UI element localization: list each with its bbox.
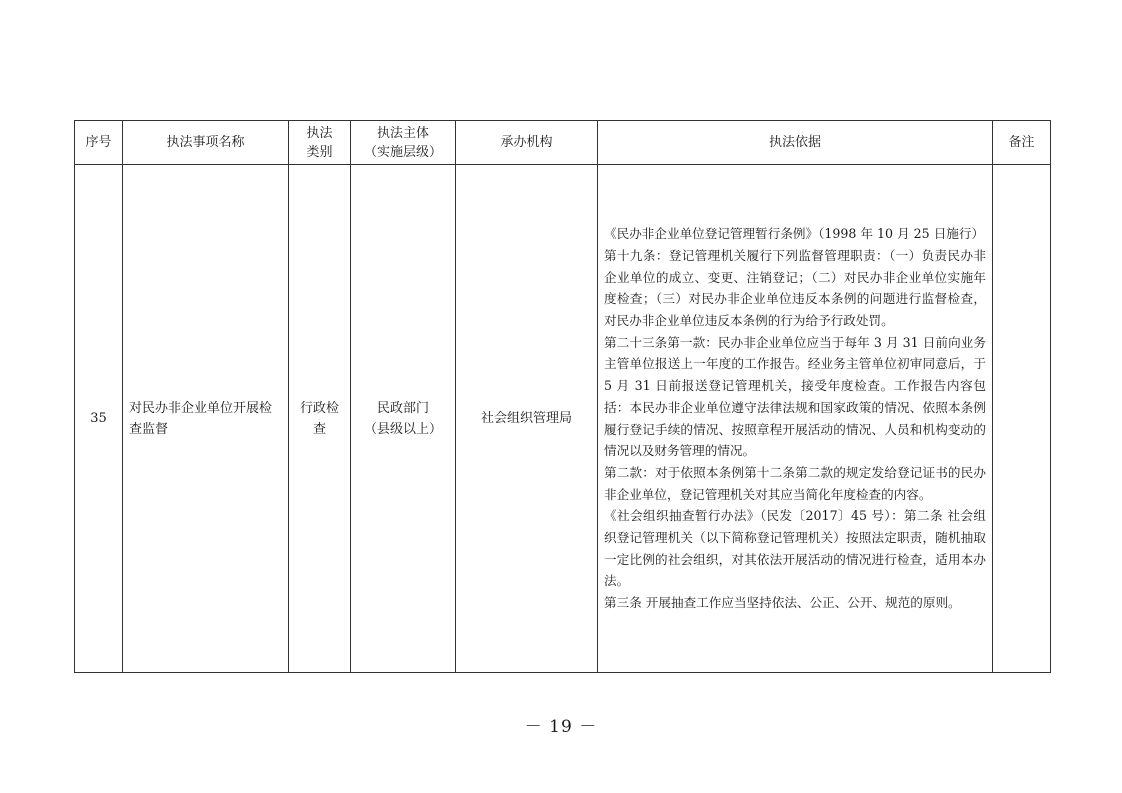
header-seq: 序号 (75, 121, 123, 165)
cell-subject (351, 165, 456, 673)
cell-seq: 35 (75, 165, 123, 673)
basis-paragraph: 第三条 开展抽查工作应当坚持依法、公正、公开、规范的原则。 (604, 595, 961, 611)
cell-remarks (993, 165, 1051, 673)
basis-paragraph: 《民办非企业单位登记管理暂行条例》（1998 年 10 月 25 日施行） (604, 226, 985, 242)
cell-category-line2: 查 (312, 421, 326, 437)
cell-subject-line2: （县级以上） (363, 421, 442, 437)
enforcement-table (74, 120, 1051, 673)
basis-paragraph: 第二十三条第一款：民办非企业单位应当于每年 3 月 31 日前向业务主管单位报送上一年度的工作报告。经业务主管单位初审同意后，于 5 月 31 日前报送登记管理机关，接受年度检查。工作报告内容包括：本民办非企业单位遵守法律法规和国家政策的情况、依照本条例履行登记手续的情况、按照章程开展活动的情况、人员和机构变动的情况以及财务管理的情况。 (604, 334, 986, 459)
table-row (75, 165, 1051, 673)
header-category-line1: 执法 (306, 125, 333, 141)
header-basis: 执法依据 (598, 121, 993, 165)
basis-paragraph: 《社会组织抽查暂行办法》（民发〔2017〕45 号）：第二条 社会组织登记管理机关（以下简称登记管理机关）按照法定职责，随机抽取一定比例的社会组织，对其依法开展活动的情况进行检查，适用本办法。 (604, 508, 986, 589)
cell-item-name: 对民办非企业单位开展检查监督 (123, 165, 289, 673)
cell-subject-line1: 民政部门 (376, 400, 429, 416)
page-number: － 19 － (524, 717, 598, 737)
header-remarks: 备注 (993, 121, 1051, 165)
cell-agency: 社会组织管理局 (456, 165, 598, 673)
header-item-name: 执法事项名称 (123, 121, 289, 165)
header-category-line2: 类别 (306, 144, 333, 160)
cell-category (289, 165, 351, 673)
table-header-row (75, 121, 1051, 165)
header-subject-line1: 执法主体 (376, 125, 429, 141)
header-category (289, 121, 351, 165)
basis-paragraph: 第十九条：登记管理机关履行下列监督管理职责：（一）负责民办非企业单位的成立、变更、注销登记；（二）对民办非企业单位实施年度检查；（三）对民办非企业单位违反本条例的问题进行监督检查，对民办非企业单位违反本条例的行为给予行政处罚。 (604, 247, 986, 328)
cell-basis (598, 165, 993, 673)
cell-category-line1: 行政检 (299, 400, 339, 416)
header-subject (351, 121, 456, 165)
basis-paragraph: 第二款：对于依照本条例第十二条第二款的规定发给登记证书的民办非企业单位，登记管理机关对其应当简化年度检查的内容。 (604, 464, 986, 502)
header-agency: 承办机构 (456, 121, 598, 165)
header-subject-line2: （实施层级） (363, 144, 442, 160)
